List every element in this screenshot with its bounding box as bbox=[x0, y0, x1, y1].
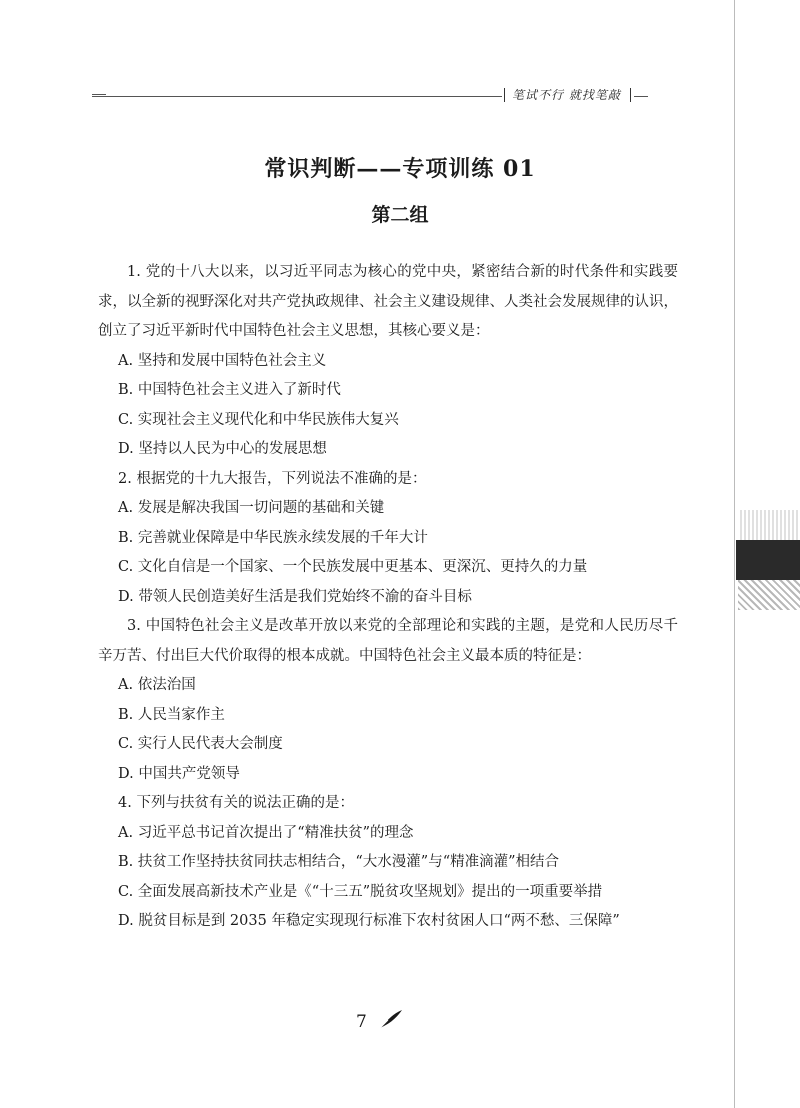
question-stem: 4. 下列与扶贫有关的说法正确的是： bbox=[118, 795, 354, 811]
question bbox=[118, 789, 678, 937]
page-number: 7 bbox=[356, 1012, 367, 1032]
answer-option: D. 脱贫目标是到 2035 年稳定实现现行标准下农村贫困人口“两不愁、三保障” bbox=[118, 913, 620, 929]
header-slogan: 笔试不行 就找笔敲 bbox=[512, 88, 621, 102]
answer-option: A. 坚持和发展中国特色社会主义 bbox=[118, 352, 327, 369]
question-stem: 2. 根据党的十九大报告，下列说法不准确的是： bbox=[118, 470, 427, 487]
answer-option: C. 实现社会主义现代化和中华民族伟大复兴 bbox=[118, 411, 399, 428]
scan-artifact bbox=[738, 580, 800, 610]
answer-option: B. 中国特色社会主义进入了新时代 bbox=[118, 382, 341, 398]
question bbox=[98, 258, 678, 465]
question-list bbox=[98, 258, 678, 937]
answer-option: C. 全面发展高新技术产业是《“十三五”脱贫攻坚规划》提出的一项重要举措 bbox=[118, 883, 603, 900]
answer-option: B. 人民当家作主 bbox=[118, 706, 225, 723]
question-stem: 3. 中国特色社会主义是改革开放以来党的全部理论和实践的主题，是党和人民历尽千辛万苦、付出巨大代价取得的根本成就。中国特色社会主义最本质的特征是： bbox=[98, 618, 678, 664]
question bbox=[98, 612, 678, 789]
quill-icon bbox=[378, 1008, 404, 1030]
answer-option: B. 扶贫工作坚持扶贫同扶志相结合，“大水漫灌”与“精准滴灌”相结合 bbox=[118, 854, 560, 870]
header-tick-right bbox=[630, 88, 631, 102]
answer-option: C. 文化自信是一个国家、一个民族发展中更基本、更深沉、更持久的力量 bbox=[118, 559, 588, 575]
answer-option: A. 习近平总书记首次提出了“精准扶贫”的理念 bbox=[118, 824, 414, 841]
scan-artifact bbox=[736, 540, 800, 580]
answer-option: B. 完善就业保障是中华民族永续发展的千年大计 bbox=[118, 529, 428, 546]
section-subtitle: 第二组 bbox=[371, 204, 429, 226]
header-tick-left bbox=[504, 88, 505, 102]
answer-option: A. 依法治国 bbox=[118, 677, 196, 693]
header-rule bbox=[92, 96, 502, 97]
page-title: 常识判断——专项训练 01 bbox=[264, 156, 536, 182]
question bbox=[118, 465, 678, 613]
header-rule-dash bbox=[92, 94, 106, 95]
question-stem: 1. 党的十八大以来，以习近平同志为核心的党中央，紧密结合新的时代条件和实践要求，以全新的视野深化对共产党执政规律、社会主义建设规律、人类社会发展规律的认识，创立了习近平新时代中国特色社会主义思想，其核心要义是： bbox=[98, 264, 678, 339]
answer-option: C. 实行人民代表大会制度 bbox=[118, 736, 283, 752]
answer-option: D. 坚持以人民为中心的发展思想 bbox=[118, 441, 327, 457]
answer-option: D. 带领人民创造美好生活是我们党始终不渝的奋斗目标 bbox=[118, 588, 472, 605]
header-rule-end bbox=[634, 96, 648, 97]
answer-option: D. 中国共产党领导 bbox=[118, 765, 240, 782]
scan-artifact bbox=[740, 510, 800, 540]
answer-option: A. 发展是解决我国一切问题的基础和关键 bbox=[118, 500, 385, 516]
